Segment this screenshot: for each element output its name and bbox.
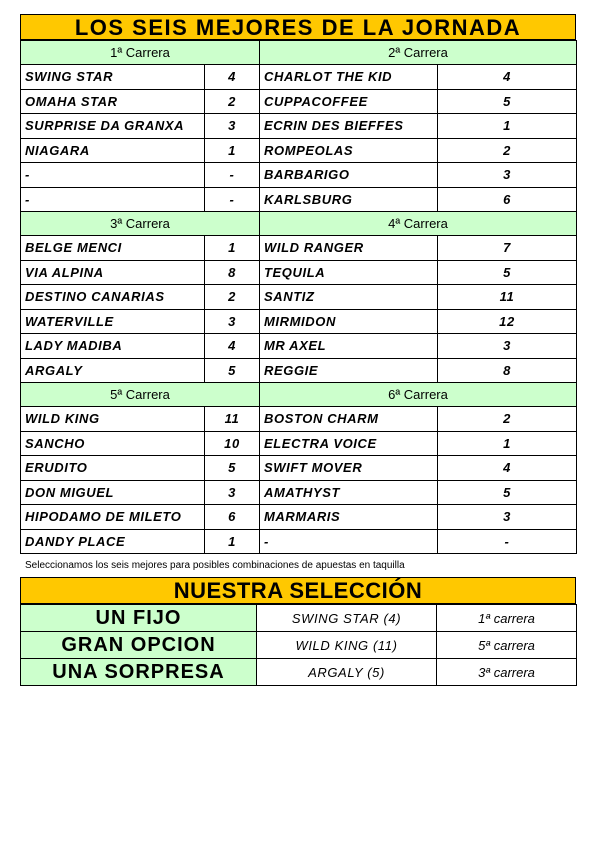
horse-number: 1 bbox=[205, 138, 260, 163]
table-row bbox=[21, 480, 577, 505]
selection-note: Seleccionamos los seis mejores para posibles combinaciones de apuestas en taquilla bbox=[25, 560, 405, 571]
horse-name: KARLSBURG bbox=[260, 187, 438, 212]
horse-name: OMAHA STAR bbox=[21, 89, 205, 114]
horse-name: ECRIN DES BIEFFES bbox=[260, 114, 438, 139]
horse-name: ROMPEOLAS bbox=[260, 138, 438, 163]
horse-number: 5 bbox=[438, 89, 577, 114]
horse-number: 3 bbox=[205, 309, 260, 334]
horse-number: 3 bbox=[438, 505, 577, 530]
horse-name: HIPODAMO DE MILETO bbox=[21, 505, 205, 530]
table-row bbox=[21, 114, 577, 139]
race-header: 1ª Carrera bbox=[21, 41, 260, 65]
race-header-row bbox=[21, 383, 577, 407]
horse-name: LADY MADIBA bbox=[21, 334, 205, 359]
table-row bbox=[21, 285, 577, 310]
horse-name: BARBARIGO bbox=[260, 163, 438, 188]
horse-number: 7 bbox=[438, 236, 577, 261]
horse-number: 6 bbox=[438, 187, 577, 212]
selection-horse: WILD KING (11) bbox=[257, 632, 437, 659]
horse-number: 1 bbox=[205, 529, 260, 554]
selection-title: NUESTRA SELECCIÓN bbox=[20, 577, 576, 604]
horse-number: 2 bbox=[438, 407, 577, 432]
horse-number: 8 bbox=[438, 358, 577, 383]
table-row bbox=[21, 358, 577, 383]
horse-name: AMATHYST bbox=[260, 480, 438, 505]
horse-name: ELECTRA VOICE bbox=[260, 431, 438, 456]
selection-label: UN FIJO bbox=[21, 605, 257, 632]
horse-name: DESTINO CANARIAS bbox=[21, 285, 205, 310]
race-header-row bbox=[21, 41, 577, 65]
horse-number: 3 bbox=[205, 114, 260, 139]
horse-name: VIA ALPINA bbox=[21, 260, 205, 285]
horse-number: 4 bbox=[205, 334, 260, 359]
selection-race: 1ª carrera bbox=[437, 605, 577, 632]
table-row bbox=[21, 431, 577, 456]
race-header: 2ª Carrera bbox=[260, 41, 577, 65]
horse-name: NIAGARA bbox=[21, 138, 205, 163]
horse-number: - bbox=[438, 529, 577, 554]
race-header-row bbox=[21, 212, 577, 236]
horse-name: TEQUILA bbox=[260, 260, 438, 285]
horse-number: 1 bbox=[438, 431, 577, 456]
horse-name: CHARLOT THE KID bbox=[260, 65, 438, 90]
horse-number: 10 bbox=[205, 431, 260, 456]
horse-name: WILD RANGER bbox=[260, 236, 438, 261]
horse-name: DON MIGUEL bbox=[21, 480, 205, 505]
race-header: 4ª Carrera bbox=[260, 212, 577, 236]
horse-number: 1 bbox=[438, 114, 577, 139]
horse-name: - bbox=[260, 529, 438, 554]
table-row bbox=[21, 89, 577, 114]
horse-number: 11 bbox=[438, 285, 577, 310]
horse-number: 11 bbox=[205, 407, 260, 432]
horse-number: 2 bbox=[205, 285, 260, 310]
selection-row bbox=[21, 659, 577, 686]
table-row bbox=[21, 529, 577, 554]
table-row bbox=[21, 309, 577, 334]
selection-label: GRAN OPCION bbox=[21, 632, 257, 659]
races-table bbox=[20, 40, 577, 554]
horse-name: SANCHO bbox=[21, 431, 205, 456]
horse-number: 4 bbox=[438, 456, 577, 481]
horse-name: ERUDITO bbox=[21, 456, 205, 481]
horse-number: 2 bbox=[205, 89, 260, 114]
table-row bbox=[21, 65, 577, 90]
selection-race: 3ª carrera bbox=[437, 659, 577, 686]
horse-name: ARGALY bbox=[21, 358, 205, 383]
selection-race: 5ª carrera bbox=[437, 632, 577, 659]
page-content bbox=[20, 14, 576, 686]
table-row bbox=[21, 334, 577, 359]
selection-label: UNA SORPRESA bbox=[21, 659, 257, 686]
race-header: 6ª Carrera bbox=[260, 383, 577, 407]
horse-number: 12 bbox=[438, 309, 577, 334]
horse-number: 3 bbox=[438, 334, 577, 359]
horse-name: MR AXEL bbox=[260, 334, 438, 359]
selection-horse: ARGALY (5) bbox=[257, 659, 437, 686]
horse-number: 2 bbox=[438, 138, 577, 163]
table-row bbox=[21, 407, 577, 432]
selection-row bbox=[21, 605, 577, 632]
horse-number: 3 bbox=[205, 480, 260, 505]
horse-number: - bbox=[205, 163, 260, 188]
horse-number: 4 bbox=[438, 65, 577, 90]
race-header: 3ª Carrera bbox=[21, 212, 260, 236]
horse-name: - bbox=[21, 163, 205, 188]
table-row bbox=[21, 163, 577, 188]
selection-horse: SWING STAR (4) bbox=[257, 605, 437, 632]
page-title: LOS SEIS MEJORES DE LA JORNADA bbox=[20, 14, 576, 40]
table-row bbox=[21, 236, 577, 261]
horse-number: 4 bbox=[205, 65, 260, 90]
horse-name: MIRMIDON bbox=[260, 309, 438, 334]
horse-number: 8 bbox=[205, 260, 260, 285]
horse-name: SWIFT MOVER bbox=[260, 456, 438, 481]
horse-number: 5 bbox=[438, 480, 577, 505]
horse-name: WILD KING bbox=[21, 407, 205, 432]
race-header: 5ª Carrera bbox=[21, 383, 260, 407]
table-row bbox=[21, 187, 577, 212]
horse-name: CUPPACOFFEE bbox=[260, 89, 438, 114]
horse-name: SURPRISE DA GRANXA bbox=[21, 114, 205, 139]
horse-name: SWING STAR bbox=[21, 65, 205, 90]
horse-number: 5 bbox=[438, 260, 577, 285]
horse-number: 1 bbox=[205, 236, 260, 261]
table-row bbox=[21, 138, 577, 163]
horse-number: 5 bbox=[205, 456, 260, 481]
horse-name: WATERVILLE bbox=[21, 309, 205, 334]
horse-number: 5 bbox=[205, 358, 260, 383]
selection-row bbox=[21, 632, 577, 659]
table-row bbox=[21, 260, 577, 285]
horse-number: 6 bbox=[205, 505, 260, 530]
table-row bbox=[21, 456, 577, 481]
horse-name: BELGE MENCI bbox=[21, 236, 205, 261]
horse-number: - bbox=[205, 187, 260, 212]
horse-name: BOSTON CHARM bbox=[260, 407, 438, 432]
horse-name: DANDY PLACE bbox=[21, 529, 205, 554]
horse-name: - bbox=[21, 187, 205, 212]
selection-table bbox=[20, 604, 577, 686]
horse-name: SANTIZ bbox=[260, 285, 438, 310]
horse-name: REGGIE bbox=[260, 358, 438, 383]
table-row bbox=[21, 505, 577, 530]
horse-number: 3 bbox=[438, 163, 577, 188]
horse-name: MARMARIS bbox=[260, 505, 438, 530]
